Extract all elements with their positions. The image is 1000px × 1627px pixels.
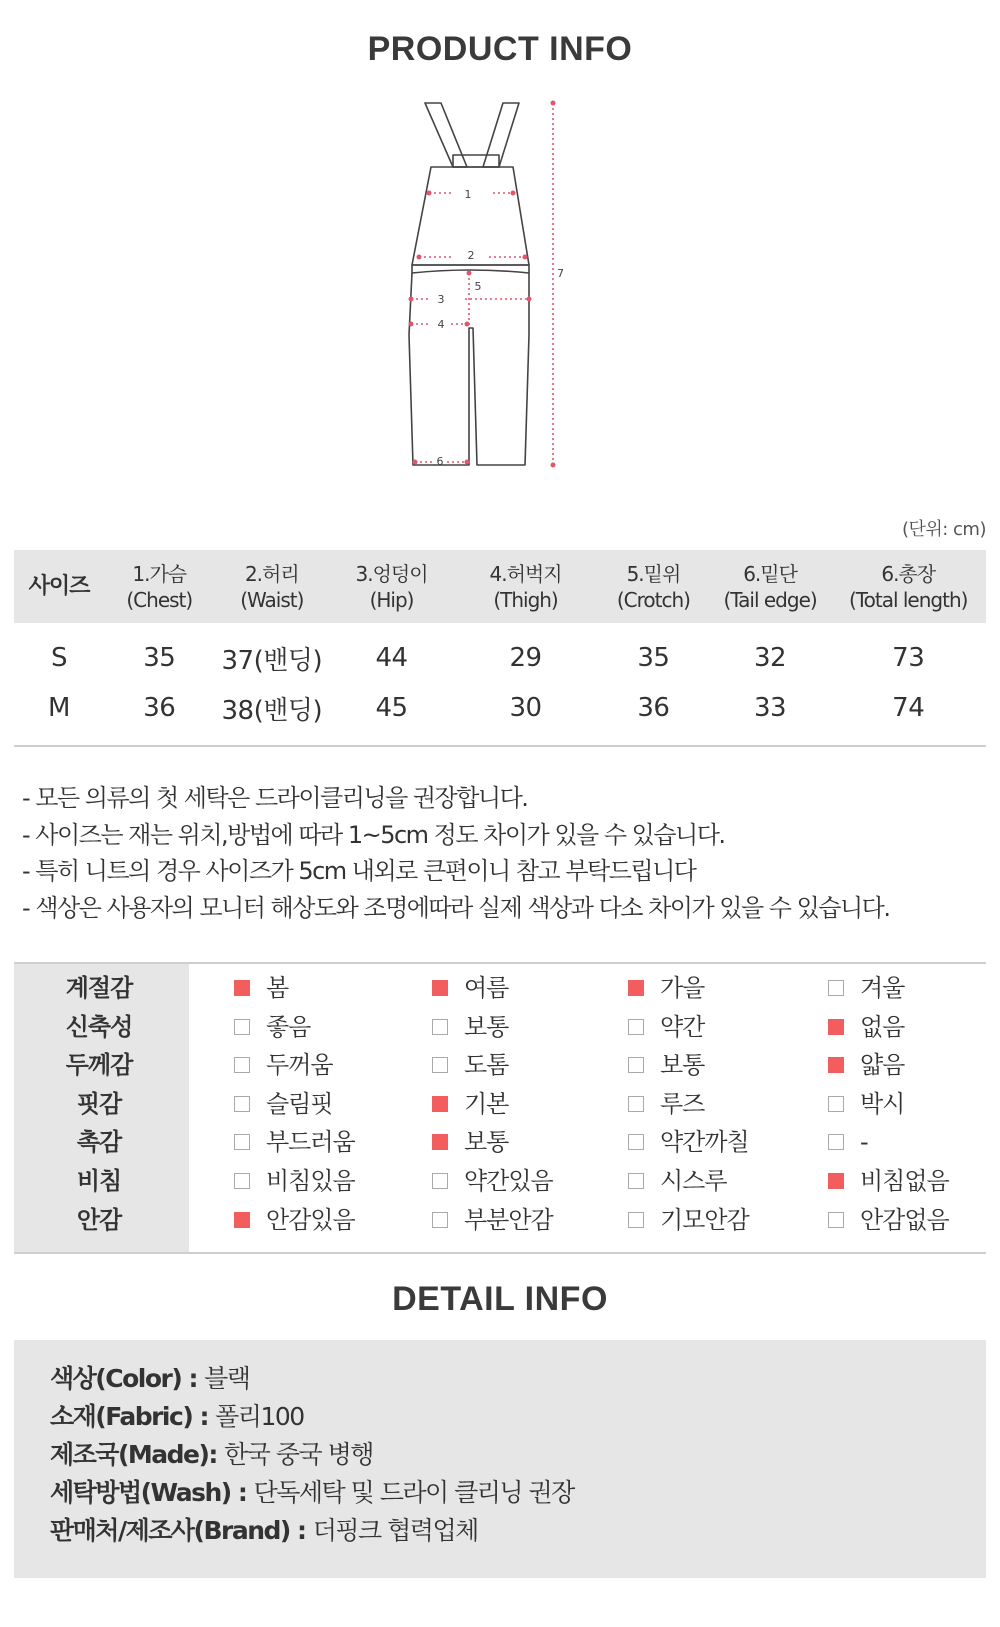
detail-key: 세탁방법(Wash) : [50, 1478, 254, 1507]
left-strap [425, 103, 467, 167]
trouser-legs [409, 273, 529, 465]
attribute-row [14, 1201, 986, 1239]
size-header-line1: 3.엉덩이 [355, 561, 428, 586]
size-header-line2: (Hip) [369, 587, 414, 612]
attribute-row [14, 969, 986, 1007]
unchecked-box-icon [234, 1173, 250, 1189]
attribute-option-label: 비침없음 [860, 1167, 949, 1195]
size-value-cell: 32 [754, 643, 787, 673]
detail-value: 블랙 [204, 1364, 250, 1393]
product-info-title: PRODUCT INFO [367, 30, 633, 68]
attribute-option-label: 좋음 [266, 1012, 311, 1041]
attribute-option-label: 박시 [860, 1089, 905, 1118]
size-name-cell: S [51, 643, 68, 673]
size-header-1 [104, 550, 215, 623]
attribute-option-label: 봄 [266, 974, 289, 1002]
unchecked-box-icon [828, 1096, 844, 1112]
size-header-line1: 사이즈 [28, 573, 90, 599]
checked-box-icon [628, 980, 644, 996]
checked-box-icon [828, 1057, 844, 1073]
size-value-cell: 44 [375, 643, 408, 673]
attribute-option-label: 안감있음 [266, 1205, 355, 1234]
attribute-option-label: 슬림핏 [266, 1089, 333, 1118]
detail-info-panel [14, 1340, 986, 1578]
attribute-option-label: 여름 [464, 974, 509, 1002]
checked-box-icon [432, 1096, 448, 1112]
detail-value: 더핑크 협력업체 [312, 1516, 478, 1545]
size-header-2 [215, 550, 330, 623]
diagram-label-7: 7 [557, 267, 564, 280]
size-name-cell: M [48, 693, 70, 723]
size-header-line2: (Total length) [849, 587, 968, 612]
size-value-cell: 33 [754, 693, 787, 723]
attribute-option-label: 두꺼움 [266, 1051, 333, 1080]
size-header-line1: 6.총장 [881, 561, 936, 586]
detail-info-title: DETAIL INFO [392, 1280, 608, 1318]
size-value-cell: 38(밴딩) [221, 695, 323, 726]
attribute-row [14, 1085, 986, 1123]
diagram-label-1: 1 [464, 188, 472, 201]
unchecked-box-icon [628, 1212, 644, 1228]
size-header-6 [710, 550, 831, 623]
size-value-cell: 73 [892, 643, 925, 673]
attribute-option-label: 시스루 [660, 1167, 727, 1195]
attribute-option-label: 겨울 [860, 974, 905, 1002]
attribute-label: 두께감 [65, 1051, 133, 1080]
attribute-option-label: 얇음 [860, 1051, 905, 1080]
size-header-line2: (Waist) [240, 587, 304, 612]
unchecked-box-icon [432, 1057, 448, 1073]
detail-row [50, 1474, 574, 1512]
detail-key: 판매처/제조사(Brand) : [50, 1516, 313, 1545]
size-value-cell: 36 [143, 693, 176, 723]
care-note: - 모든 의류의 첫 세탁은 드라이클리닝을 권장합니다. [22, 784, 528, 812]
unchecked-box-icon [628, 1173, 644, 1189]
diagram-label-6: 6 [436, 455, 444, 468]
attribute-option-label: 부분안감 [464, 1205, 553, 1234]
size-value-cell: 35 [143, 643, 176, 673]
attribute-label: 비침 [76, 1167, 122, 1195]
attribute-row [14, 1123, 986, 1161]
detail-key: 소재(Fabric) : [50, 1402, 216, 1431]
attribute-option-label: 약간있음 [464, 1167, 553, 1195]
size-header-5 [597, 550, 710, 623]
detail-row [50, 1436, 373, 1474]
care-notes [22, 780, 982, 926]
attribute-option-label: 비침있음 [266, 1167, 355, 1195]
diagram-label-4: 4 [437, 318, 445, 331]
size-header-line1: 4.허벅지 [489, 561, 562, 586]
unchecked-box-icon [628, 1057, 644, 1073]
detail-value: 한국 중국 병행 [224, 1440, 373, 1469]
size-row [14, 623, 986, 683]
attribute-option-label: 루즈 [660, 1089, 705, 1118]
checked-box-icon [234, 980, 250, 996]
care-note: - 사이즈는 재는 위치,방법에 따라 1~5cm 정도 차이가 있을 수 있습니다. [22, 820, 725, 849]
care-note: - 색상은 사용자의 모니터 해상도와 조명에따라 실제 색상과 다소 차이가 있을 수 있습니다. [22, 893, 890, 922]
attribute-label: 계절감 [65, 974, 133, 1002]
attribute-option-label: 보통 [660, 1051, 705, 1080]
attribute-option-label: 부드러움 [266, 1128, 355, 1157]
unchecked-box-icon [234, 1134, 250, 1150]
attribute-option-label: - [860, 1128, 868, 1157]
diagram-label-5: 5 [474, 280, 482, 293]
size-header-line2: (Thigh) [493, 587, 558, 612]
attribute-option-label: 기본 [464, 1089, 509, 1118]
attribute-row [14, 1008, 986, 1046]
right-strap [483, 103, 519, 167]
size-header-7 [830, 550, 986, 623]
front-patch [453, 155, 499, 167]
attribute-option-label: 약간까칠 [660, 1128, 749, 1157]
checked-box-icon [234, 1212, 250, 1228]
attribute-option-label: 약간 [660, 1012, 705, 1041]
unchecked-box-icon [432, 1019, 448, 1035]
detail-row [50, 1512, 478, 1550]
size-header-line1: 1.가슴 [132, 561, 187, 586]
size-value-cell: 45 [375, 693, 408, 723]
unchecked-box-icon [628, 1019, 644, 1035]
attribute-option-label: 보통 [464, 1128, 509, 1157]
detail-value: 단독세탁 및 드라이 클리닝 권장 [253, 1478, 574, 1507]
unchecked-box-icon [828, 980, 844, 996]
unchecked-box-icon [234, 1057, 250, 1073]
attribute-row [14, 1162, 986, 1200]
attribute-label: 신축성 [65, 1012, 133, 1041]
attribute-option-label: 보통 [464, 1012, 509, 1041]
care-note: - 특히 니트의 경우 사이즈가 5cm 내외로 큰편이니 참고 부탁드립니다 [22, 857, 696, 885]
unchecked-box-icon [628, 1134, 644, 1150]
checked-box-icon [432, 980, 448, 996]
unchecked-box-icon [234, 1096, 250, 1112]
checked-box-icon [828, 1173, 844, 1189]
detail-row [50, 1360, 249, 1398]
size-header-line1: 2.허리 [244, 561, 299, 586]
attribute-option-label: 가을 [660, 974, 705, 1002]
size-row [14, 683, 986, 746]
overalls-size-diagram [395, 95, 610, 495]
size-value-cell: 36 [637, 693, 670, 723]
size-value-cell: 37(밴딩) [221, 645, 323, 676]
detail-key: 색상(Color) : [50, 1364, 205, 1393]
attribute-option-label: 안감없음 [860, 1205, 949, 1234]
size-header-line2: (Chest) [126, 587, 193, 612]
detail-value: 폴리100 [215, 1402, 304, 1431]
size-header-3 [329, 550, 454, 623]
attribute-label: 촉감 [76, 1128, 122, 1157]
diagram-label-2: 2 [467, 249, 475, 262]
size-table [14, 550, 986, 747]
unchecked-box-icon [628, 1096, 644, 1112]
detail-row [50, 1398, 304, 1436]
attribute-option-label: 도톰 [464, 1051, 509, 1080]
checked-box-icon [828, 1019, 844, 1035]
size-header-line1: 5.밑위 [626, 561, 681, 586]
size-value-cell: 35 [637, 643, 670, 673]
unchecked-box-icon [828, 1212, 844, 1228]
unit-label: (단위: cm) [901, 519, 986, 540]
unchecked-box-icon [234, 1019, 250, 1035]
attribute-option-label: 없음 [860, 1012, 905, 1041]
size-header-line2: (Crotch) [616, 587, 690, 612]
attribute-label: 안감 [76, 1205, 122, 1234]
diagram-label-3: 3 [437, 293, 445, 306]
size-value-cell: 29 [509, 643, 542, 673]
attribute-table [14, 962, 986, 1254]
size-header-0 [14, 550, 104, 623]
unchecked-box-icon [432, 1212, 448, 1228]
size-header-line1: 6.밑단 [743, 561, 797, 586]
checked-box-icon [432, 1134, 448, 1150]
attribute-label: 핏감 [76, 1089, 122, 1118]
unchecked-box-icon [828, 1134, 844, 1150]
size-value-cell: 74 [892, 693, 925, 723]
size-header-line2: (Tail edge) [723, 587, 817, 612]
size-table-header-row [14, 550, 986, 623]
size-value-cell: 30 [509, 693, 542, 723]
attribute-option-label: 기모안감 [660, 1205, 749, 1234]
unchecked-box-icon [432, 1173, 448, 1189]
detail-key: 제조국(Made): [50, 1440, 225, 1469]
attribute-row [14, 1046, 986, 1084]
size-header-4 [454, 550, 597, 623]
